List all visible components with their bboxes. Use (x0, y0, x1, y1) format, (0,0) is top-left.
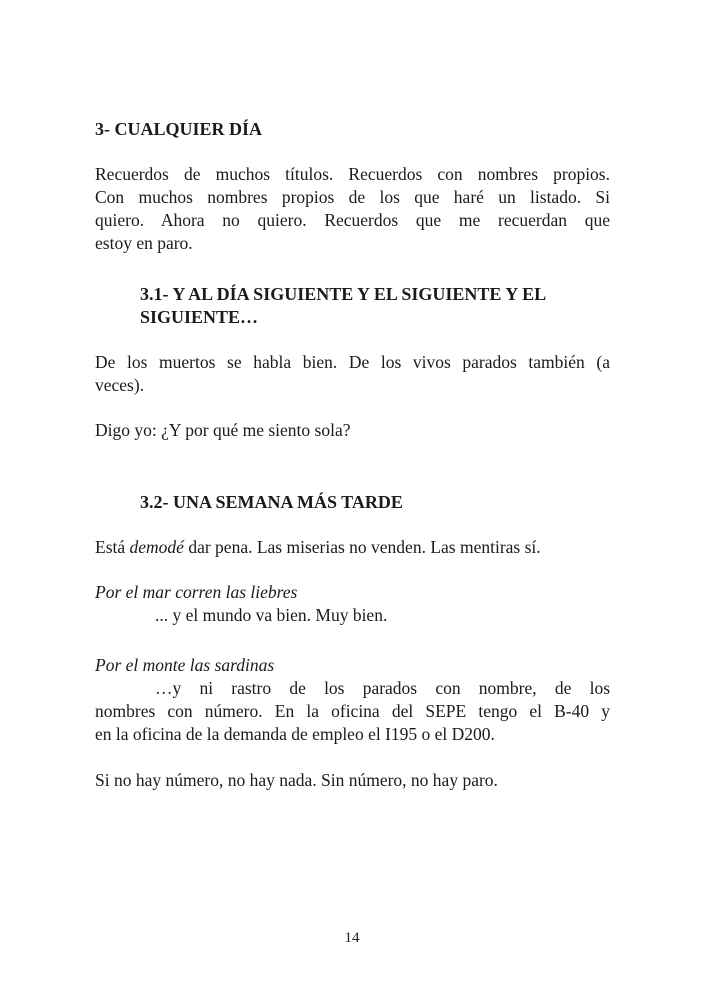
heading-line: 3.2- UNA SEMANA MÁS TARDE (140, 492, 403, 512)
paragraph-digo (95, 419, 610, 442)
paragraph-line: quiero. Ahora no quiero. Recuerdos que me recuerdan que (95, 210, 610, 230)
paragraph-line: veces). (95, 375, 145, 395)
paragraph-demode (95, 536, 610, 559)
paragraph-line: Con muchos nombres propios de los que haré un listado. Si (95, 187, 610, 207)
section-heading-3-1 (140, 283, 610, 329)
paragraph-line: en la oficina de la demanda de empleo el I195 o el D200. (95, 724, 495, 744)
text-segment-italic: demodé (129, 537, 184, 557)
page-number: 14 (344, 930, 360, 946)
paragraph-muertos (95, 351, 610, 397)
paragraph-line: nombres con número. En la oficina del SEPE tengo el B-40 y (95, 701, 610, 721)
section-heading-3-2 (140, 491, 610, 514)
paragraph-line: estoy en paro. (95, 233, 193, 253)
paragraph-line: Recuerdos de muchos títulos. Recuerdos con nombres propios. (95, 164, 610, 184)
heading-line: 3.1- Y AL DÍA SIGUIENTE Y EL SIGUIENTE Y EL (140, 284, 547, 304)
verse-line-italic: Por el monte las sardinas (95, 655, 275, 675)
paragraph-line (95, 536, 610, 559)
text-segment: dar pena. Las miserias no venden. Las mentiras sí. (183, 537, 541, 557)
paragraph-line: …y ni rastro de los parados con nombre, de los (155, 678, 610, 698)
paragraph-final (95, 769, 610, 792)
verse-mar (95, 581, 610, 627)
heading-line: SIGUIENTE… (140, 307, 259, 327)
text-segment: Está (95, 537, 130, 557)
verse-monte (95, 654, 610, 746)
verse-line: ... y el mundo va bien. Muy bien. (155, 605, 388, 625)
paragraph-line: Si no hay número, no hay nada. Sin número, no hay paro. (95, 770, 498, 790)
verse-line-italic: Por el mar corren las liebres (95, 582, 298, 602)
chapter-heading: 3- CUALQUIER DÍA (95, 119, 263, 139)
paragraph-line: De los muertos se habla bien. De los vivos parados también (a (95, 352, 610, 372)
paragraph-intro (95, 163, 610, 255)
paragraph-line: Digo yo: ¿Y por qué me siento sola? (95, 420, 351, 440)
